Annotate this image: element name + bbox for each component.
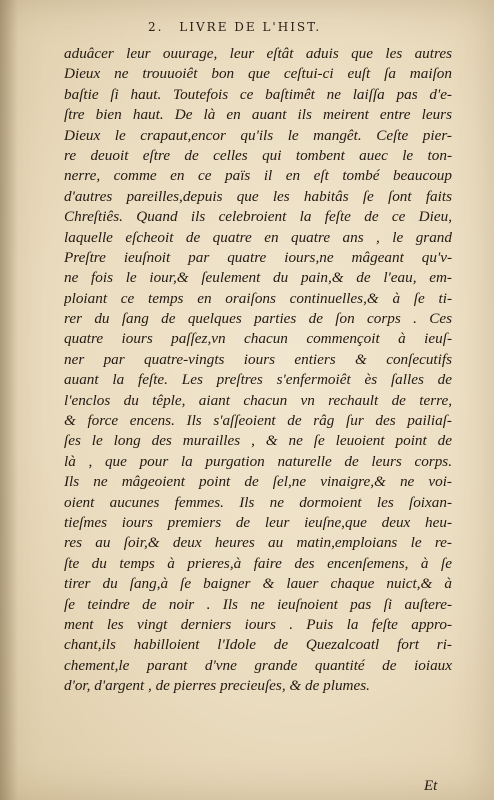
text-line: d'or, d'argent , de pierres precieuſes, & de plumes. xyxy=(64,677,370,695)
running-title: LIVRE DE L'HIST. xyxy=(179,20,322,34)
text-line: Dieux ne trouuoiêt bon que ceſtui-ci euſt ſa maiſon xyxy=(64,65,452,83)
text-line: ploiant ce temps en oraiſons continuelles,& à ſe ti- xyxy=(64,289,452,307)
text-line: laquelle eſcheoit de quatre en quatre ans , le grand xyxy=(64,228,452,246)
text-line: d'autres pareilles,depuis que les habitâs ſe ſont faits xyxy=(64,187,452,205)
text-line: aduâcer leur ouurage, leur eſtât aduis que les autres xyxy=(64,45,452,62)
text-line: tieſmes iours premiers de leur ieuſne,que deux heu- xyxy=(64,513,452,531)
catchword: Et xyxy=(424,778,438,794)
text-line: rer du ſang de quelques parties de ſon corps . Ces xyxy=(64,310,452,328)
text-line: ment les vingt derniers iours . Puis la feſte appro- xyxy=(64,615,452,633)
text-line: chement,le parant d'vne grande quantité de ioiaux xyxy=(64,656,452,674)
spine-shadow xyxy=(0,0,18,800)
text-line: re deuoit eſtre de celles qui tombent auec le ton- xyxy=(64,146,452,164)
page-number: 2. xyxy=(148,20,164,34)
text-line: là , que pour la purgation naturelle de leurs corps. xyxy=(64,452,452,470)
text-line: ſtre bien haut. De là en auant ils meirent entre leurs xyxy=(64,106,452,124)
text-line: res au ſoir,& deux heures au matin,emploians le re- xyxy=(64,534,452,552)
running-header xyxy=(148,20,408,34)
text-line: ſe teindre de noir . Ils ne ieuſnoient pas ſi auſtere- xyxy=(64,595,452,613)
text-line: ner par quatre-vingts iours entiers & conſecutifs xyxy=(64,350,452,368)
text-line: quatre iours paſſez,vn chacun commençoit à ieuſ- xyxy=(64,330,452,348)
body-text xyxy=(64,44,452,697)
text-line: Dieux le crapaut,encor qu'ils le mangêt. Ceſte pier- xyxy=(64,126,452,144)
text-line: Preſtre ieuſnoit par quatre iours,ne mâgeant qu'v- xyxy=(64,248,452,266)
text-line: ne fois le iour,& ſeulement du pain,& de l'eau, em- xyxy=(64,269,452,287)
text-line: tirer du ſang,à ſe baigner & lauer chaque nuict,& à xyxy=(64,575,452,593)
text-line: & force encens. Ils s'aſſeoient de râg ſur des pailiaſ- xyxy=(64,412,452,430)
text-line: Chreſtiês. Quand ils celebroient la feſte de ce Dieu, xyxy=(64,208,452,226)
text-line: l'enclos du têple, aiant chacun vn rechault de terre, xyxy=(64,391,452,409)
text-line: nerre, comme en ce païs il en eſt tombé beaucoup xyxy=(64,167,452,185)
text-line: baſtie ſi haut. Toutefois ce baſtimêt ne laiſſa pas d'e- xyxy=(64,85,452,103)
text-line: auant la feſte. Les preſtres s'enfermoiêt ès ſalles de xyxy=(64,371,452,389)
text-line: Ils ne mâgeoient point de ſel,ne vinaigre,& ne voi- xyxy=(64,473,452,491)
text-line: oient aucunes femmes. Ils ne dormoient les ſoixan- xyxy=(64,493,452,511)
text-line: ſte du temps à prieres,à faire des encenſemens, à ſe xyxy=(64,554,452,572)
text-line: chant,ils habilloient l'Idole de Quezalcoatl fort ri- xyxy=(64,636,452,654)
text-line: ſes le long des murailles , & ne ſe leuoient point de xyxy=(64,432,452,450)
